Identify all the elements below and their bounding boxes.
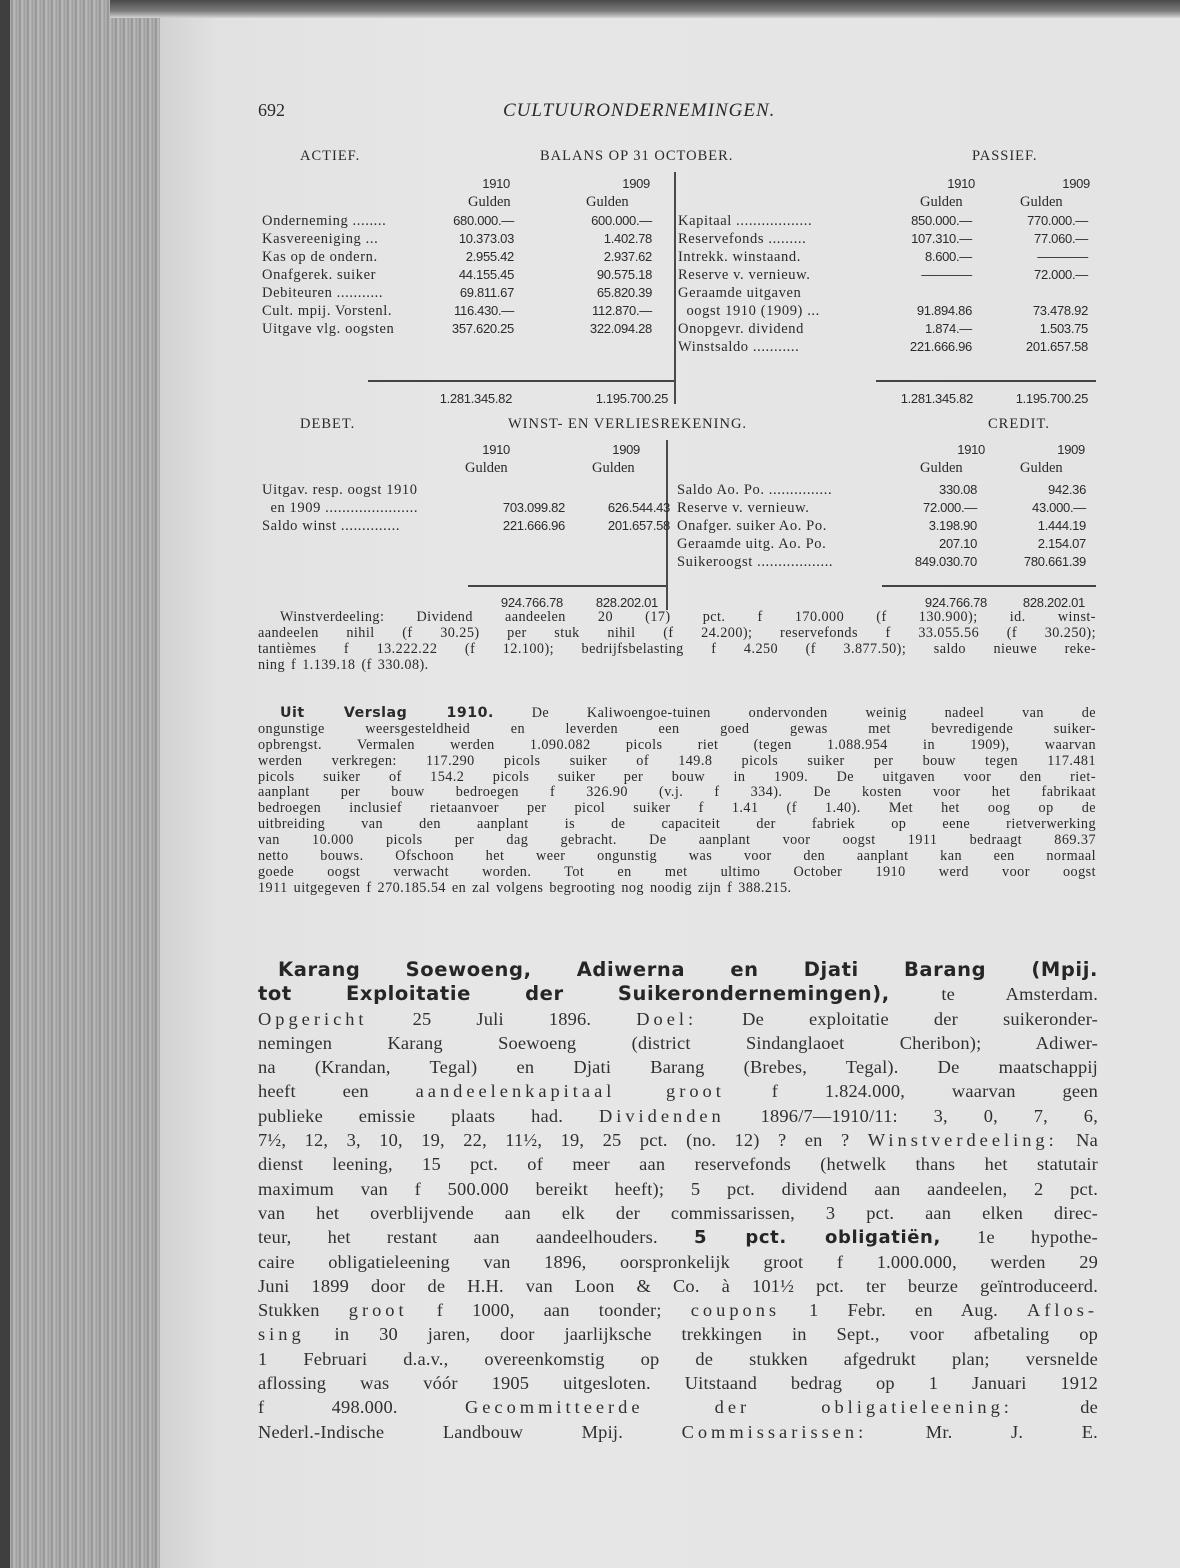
currency-header: Gulden bbox=[920, 194, 963, 210]
currency-header: Gulden bbox=[920, 460, 963, 476]
year-header: 1910 bbox=[957, 442, 985, 457]
credit-heading: CREDIT. bbox=[988, 416, 1050, 432]
total-credit-1909: 828.202.01 bbox=[1022, 595, 1085, 610]
balance-title: BALANS OP 31 OCTOBER. bbox=[540, 148, 734, 164]
currency-header: Gulden bbox=[1020, 194, 1063, 210]
running-title: CULTUURONDERNEMINGEN. bbox=[503, 100, 776, 121]
total-actief-1909: 1.195.700.25 bbox=[595, 391, 668, 406]
currency-header: Gulden bbox=[1020, 460, 1063, 476]
balance-sheet: ACTIEF. BALANS OP 31 OCTOBER. PASSIEF. 1910 1909 Gulden Gulden 1910 1909 Gulden Gulden Onderneming ........ 680.000.— 600.000.— Kasvereeniging ... 10.373.03 1.402.78 Kas op de ondern. 2.955.42 2.937.62 Onafgerek. suiker 44.155.45 90.575.18 Debiteuren ........... 69.811.67 65.820.39 Cult. mpij. Vorstenl. 116.430.— 112.870.— Uitgave vlg. oogsten 357.620.25 322.094.28 Kapitaal .................. 850.000.— 770.000.— Reservefonds ......... 107.310.— 77.060.— Intrekk. winstaand. 8.600.— ———— Reserve v. vernieuw. ———— 72.000.— Geraamde uitgaven oogst 1910 (1909) ... 91.894.86 73.478.92 Onopgevr. dividend 1.874.— 1.503.75 Winstsaldo ........... 221.666.96 201.657.58 1.281.345.82 1.195.700.25 1.281.345.82 1.195.700.25 DEBET. WINST- EN VERLIESREKENING. CREDIT. 1910 1909 Gulden Gulden 1910 1909 Gulden Gulden Uitgav. resp. oogst 1910 en 1909 ...................... 703.099.82 626.544.43 Saldo winst .............. 221.666.96 201.657.58 Saldo Ao. Po. ............... 330.08 942.36 Reserve v. vernieuw. 72.000.— 43.000.— Onafger. suiker Ao. Po. 3.198.90 1.444.19 Geraamde uitg. Ao. Po. 207.10 2.154.07 Suikeroogst .................. 849.030.70 780.661.39 924.766.78 828.202.01 924.766.78 828.202.01 bbox=[0, 0, 1180, 620]
company-title: Karang Soewoeng, Adiwerna en Djati Barang (Mpij. bbox=[278, 958, 1098, 981]
currency-header: Gulden bbox=[592, 460, 635, 476]
passief-heading: PASSIEF. bbox=[972, 148, 1038, 164]
obligaties-heading: 5 pct. obligatiën, bbox=[693, 1227, 941, 1249]
debet-heading: DEBET. bbox=[300, 416, 356, 432]
year-header: 1909 bbox=[612, 442, 640, 457]
actief-heading: ACTIEF. bbox=[300, 148, 361, 164]
verslag-heading: Uit Verslag 1910. bbox=[280, 705, 494, 721]
total-passief-1909: 1.195.700.25 bbox=[1015, 391, 1088, 406]
currency-header: Gulden bbox=[586, 194, 629, 210]
year-header: 1909 bbox=[1057, 442, 1085, 457]
total-rule bbox=[368, 380, 674, 382]
total-credit-1910: 924.766.78 bbox=[924, 595, 987, 610]
column-divider bbox=[674, 172, 676, 404]
total-rule bbox=[882, 585, 1096, 587]
company-location: te Amsterdam. bbox=[941, 984, 1098, 1005]
currency-header: Gulden bbox=[465, 460, 508, 476]
profit-loss-title: WINST- EN VERLIESREKENING. bbox=[508, 416, 748, 432]
total-rule bbox=[876, 380, 1096, 382]
year-header: 1909 bbox=[1062, 176, 1090, 191]
verslag-paragraph: Uit Verslag 1910. De Kaliwoengoe-tuinen ondervonden weinig nadeel van de ongunstige weersgesteldheid en leverden een goed gewas met bevredigende suiker- opbrengst. Vermalen werden 1.090.082 picols riet (tegen 1.088.954 in 1909), waarvan werden verkregen: 117.290 picols suiker of 149.8 picols suiker per bouw tegen 117.481 picols suiker of 154.2 picols suiker per bouw in 1909. De uitgaven voor den riet- aanplant per bouw bedroegen f 326.90 (v.j. f 334). De kosten voor het fabrikaat bedroegen inclusief rietaanvoer per picol suiker f 1.41 (f 1.40). Met het oog op de uitbreiding van den aanplant is de capaciteit der fabriek op eene rietverwerking van 10.000 picols per dag gebracht. De aanplant voor oogst 1911 bedraagt 869.37 netto bouws. Ofschoon het weer ongunstig was voor den aanplant kan een normaal goede oogst verwacht worden. Tot en met ultimo October 1910 werd voor oogst 1911 uitgegeven f 270.185.54 en zal volgens begrooting nog noodig zijn f 388.215. bbox=[258, 705, 1097, 896]
year-header: 1909 bbox=[622, 176, 650, 191]
total-debet-1910: 924.766.78 bbox=[500, 595, 563, 610]
company-entry: Karang Soewoeng, Adiwerna en Djati Barang (Mpij. tot Exploitatie der Suikerondernemingen), te Amsterdam. Opgericht 25 Juli 1896. Doel: De exploitatie der suikeronder- nemingen Karang Soewoeng (district Sindanglaoet Cheribon); Adiwer- na (Krandan, Tegal) en Djati Barang (Brebes, Tegal). De maatschappij heeft een aandeelenkapitaal groot f 1.824.000, waarvan geen publieke emissie plaats had. Dividenden 1896/7—1910/11: 3, 0, 7, 6, 7½, 12, 3, 10, 19, 22, 11½, 19, 25 pct. (no. 12) ? en ? Winstverdeeling: Na dienst leening, 15 pct. of meer aan reservefonds (hetwelk thans het statutair maximum van f 500.000 bereikt heeft); 5 pct. dividend aan aandeelen, 2 pct. van het overblijvende aan elk der commissarissen, 3 pct. aan elken direc- teur, het restant aan aandeelhouders. 5 pct. obligatiën, 1e hypothe- caire obligatieleening van 1896, oorspronkelijk groot f 1.000.000, werden 29 Juni 1899 door de H.H. van Loon & Co. à 101½ pct. ter beurze geïntroduceerd. Stukken groot f 1000, aan toonder; coupons 1 Febr. en Aug. Aflos- sing in 30 jaren, door jaarlijksche trekkingen in Sept., voor afbetaling op 1 Februari d.a.v., overeenkomstig op de stukken afgedrukt plan; versnelde aflossing was vóór 1905 uitgesloten. Uitstaand bedrag op 1 Januari 1912 f 498.000. Gecommitteerde der obligatieleening: de Nederl.-Indische Landbouw Mpij. Commissarissen: Mr. J. E. bbox=[258, 958, 1099, 1442]
total-actief-1910: 1.281.345.82 bbox=[439, 391, 512, 406]
total-debet-1909: 828.202.01 bbox=[595, 595, 658, 610]
winstverdeeling-paragraph: Winstverdeeling: Dividend aandeelen 20 (17) pct. f 170.000 (f 130.900); id. winst- aandeelen nihil (f 30.25) per stuk nihil (f 24.200); reservefonds f 33.055.56 (f 30.250); tantièmes f 13.222.22 (f 12.100); bedrijfsbelasting f 4.250 (f 3.877.50); saldo nieuwe reke- ning f 1.139.18 (f 330.08). bbox=[258, 609, 1096, 673]
total-rule bbox=[468, 585, 666, 587]
page-number: 692 bbox=[258, 100, 285, 120]
year-header: 1910 bbox=[947, 176, 975, 191]
total-passief-1910: 1.281.345.82 bbox=[900, 391, 973, 406]
currency-header: Gulden bbox=[468, 194, 511, 210]
year-header: 1910 bbox=[482, 442, 510, 457]
year-header: 1910 bbox=[482, 176, 510, 191]
company-title-cont: tot Exploitatie der Suikerondernemingen), bbox=[258, 982, 890, 1006]
